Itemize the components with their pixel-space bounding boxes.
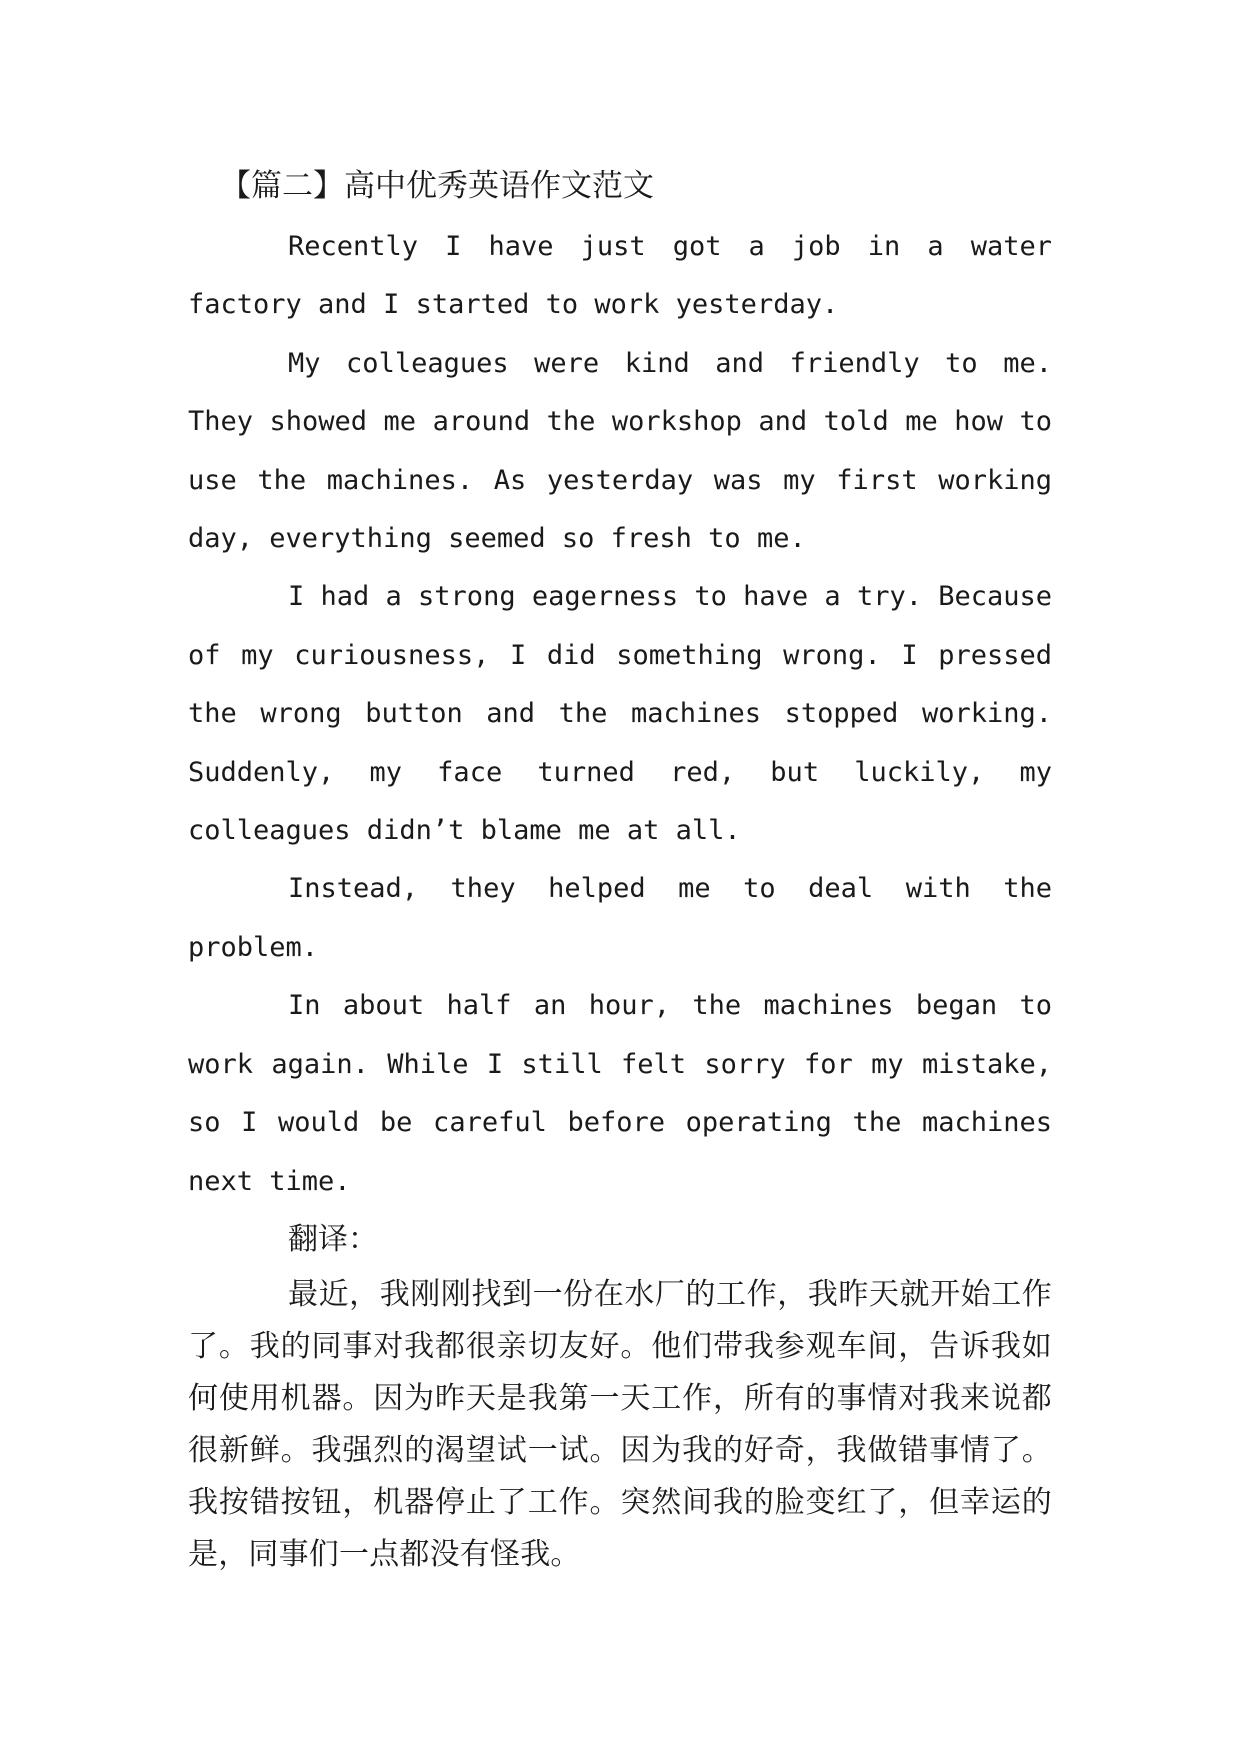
english-paragraph-3: I had a strong eagerness to have a try. Because of my curiousness, I did something wrong. I pressed the wrong button and the machines stopped working. Suddenly, my face turned red, but luckily, my colleagues didn’t blame me at all. <box>188 581 1053 847</box>
translation-label: 翻译： <box>288 1221 378 1257</box>
english-paragraph-5: In about half an hour, the machines began to work again. While I still felt sorry for my mistake, so I would be careful before operating the machines next time. <box>188 990 1052 1197</box>
document-body <box>188 160 1052 1581</box>
section-heading: 【篇二】高中优秀英语作文范文 <box>220 168 654 204</box>
english-paragraph-1: Recently I have just got a job in a water factory and I started to work yesterday. <box>188 231 1052 321</box>
chinese-translation: 最近，我刚刚找到一份在水厂的工作，我昨天就开始工作了。我的同事对我都很亲切友好。他们带我参观车间，告诉我如何使用机器。因为昨天是我第一天工作，所有的事情对我来说都很新鲜。我强烈的渴望试一试。因为我的好奇，我做错事情了。我按错按钮，机器停止了工作。突然间我的脸变红了，但幸运的是，同事们一点都没有怪我。 <box>188 1276 1052 1572</box>
english-paragraph-2: My colleagues were kind and friendly to me. They showed me around the workshop and told me how to use the machines. As yesterday was my first working day, everything seemed so fresh to me. <box>188 347 1052 555</box>
english-paragraph-4: Instead, they helped me to deal with the problem. <box>188 873 1052 963</box>
